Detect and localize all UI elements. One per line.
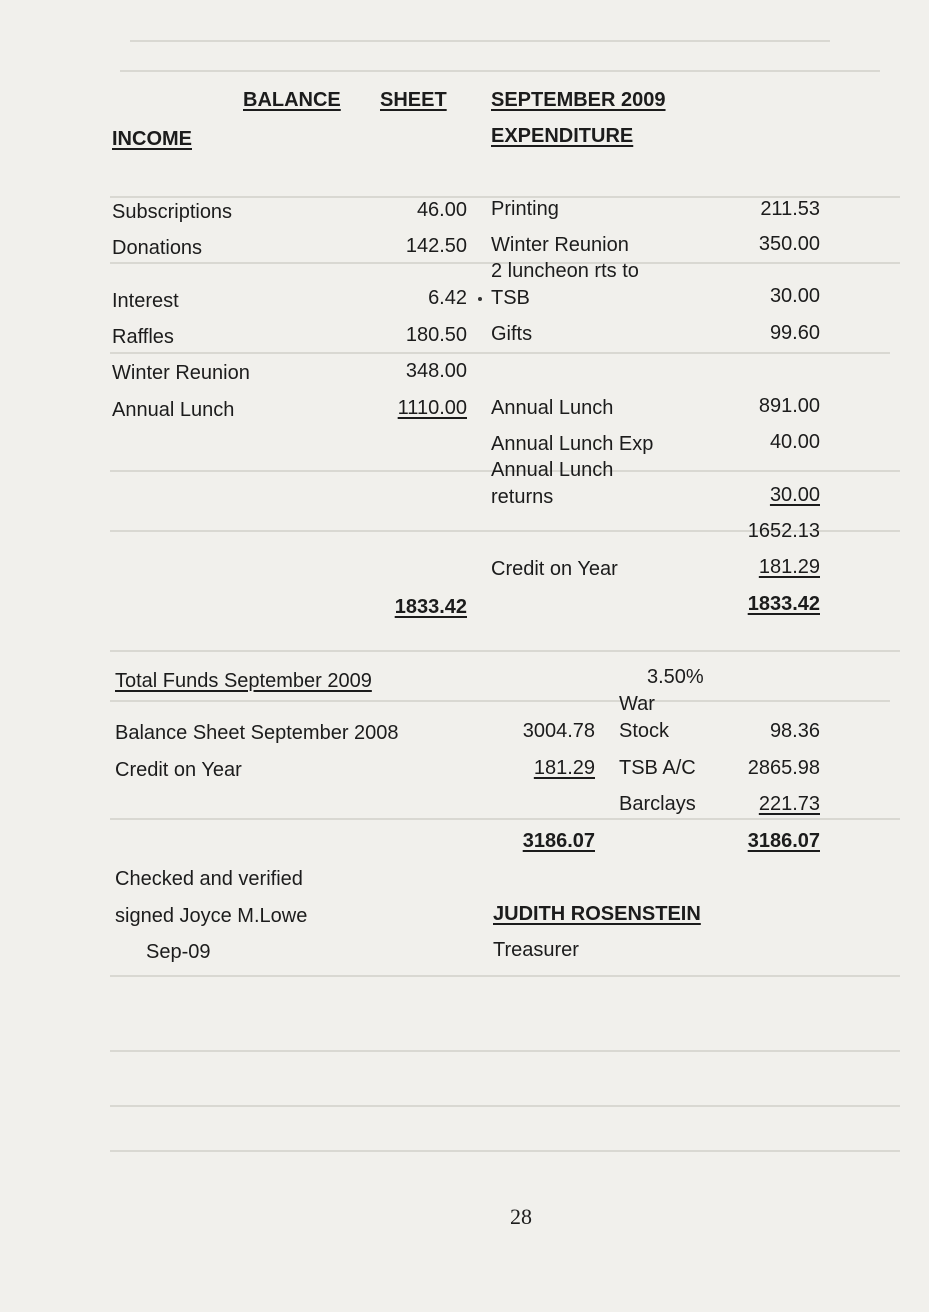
page-number: 28: [510, 1204, 532, 1229]
holding-amount: 2865.98: [747, 757, 820, 779]
title-balance: BALANCE: [243, 89, 341, 111]
expenditure-amount: 350.00: [758, 233, 820, 255]
expenditure-amount: 211.53: [760, 198, 820, 220]
income-amount: 46.00: [416, 199, 467, 221]
funds-total-left: 3186.07: [522, 830, 595, 852]
expenditure-subtotal: 1652.13: [747, 520, 820, 542]
funds-total-right: 3186.07: [747, 830, 820, 852]
expenditure-heading: EXPENDITURE: [491, 125, 634, 147]
expenditure-amount: 30.00: [769, 285, 820, 307]
income-amount: 180.50: [405, 324, 467, 346]
credit-amount: 181.29: [758, 556, 820, 578]
expenditure-label: 2 luncheon rts to: [491, 260, 639, 282]
bullet-mark: [478, 297, 482, 301]
income-label: Winter Reunion: [112, 362, 250, 384]
expenditure-total: 1833.42: [747, 593, 820, 615]
income-amount: 348.00: [405, 360, 467, 382]
income-total: 1833.42: [394, 596, 467, 618]
expenditure-label: returns: [491, 486, 554, 508]
income-heading: INCOME: [112, 128, 192, 150]
income-label: Annual Lunch: [112, 399, 235, 421]
title-sheet: SHEET: [380, 89, 447, 111]
expenditure-amount: 99.60: [769, 322, 820, 344]
expenditure-label: Gifts: [491, 323, 533, 345]
checked-verified-text: Checked and verified: [115, 868, 303, 890]
funds-label: Credit on Year: [115, 759, 242, 781]
treasurer-role: Treasurer: [493, 939, 579, 961]
expenditure-label: Winter Reunion: [491, 234, 629, 256]
holding-label: Stock: [619, 720, 670, 742]
expenditure-amount: 891.00: [758, 395, 820, 417]
income-label: Subscriptions: [112, 201, 233, 223]
title-date: SEPTEMBER 2009: [491, 89, 666, 111]
expenditure-label: Annual Lunch: [491, 459, 614, 481]
holding-label: Barclays: [619, 793, 696, 815]
funds-amount: 181.29: [533, 757, 595, 779]
credit-label: Credit on Year: [491, 558, 618, 580]
funds-amount: 3004.78: [522, 720, 595, 742]
holding-label: TSB A/C: [619, 757, 696, 779]
interest-rate: 3.50%: [647, 666, 704, 688]
income-amount: 1110.00: [397, 397, 467, 419]
signoff-date: Sep-09: [146, 941, 211, 963]
holding-amount: 221.73: [758, 793, 820, 815]
signed-by-text: signed Joyce M.Lowe: [115, 905, 308, 927]
funds-heading: Total Funds September 2009: [115, 670, 372, 692]
income-label: Raffles: [112, 326, 174, 348]
holding-label: War: [619, 693, 655, 715]
income-label: Donations: [112, 237, 203, 259]
expenditure-amount: 30.00: [769, 484, 820, 506]
expenditure-label: Annual Lunch Exp: [491, 433, 654, 455]
funds-label: Balance Sheet September 2008: [115, 722, 399, 744]
treasurer-name: JUDITH ROSENSTEIN: [493, 903, 701, 925]
income-amount: 6.42: [428, 287, 467, 309]
income-label: Interest: [112, 290, 179, 312]
income-amount: 142.50: [405, 235, 467, 257]
holding-amount: 98.36: [769, 720, 820, 742]
expenditure-label: Annual Lunch: [491, 397, 614, 419]
expenditure-label: TSB: [491, 287, 530, 309]
expenditure-amount: 40.00: [769, 431, 820, 453]
expenditure-label: Printing: [491, 198, 559, 220]
